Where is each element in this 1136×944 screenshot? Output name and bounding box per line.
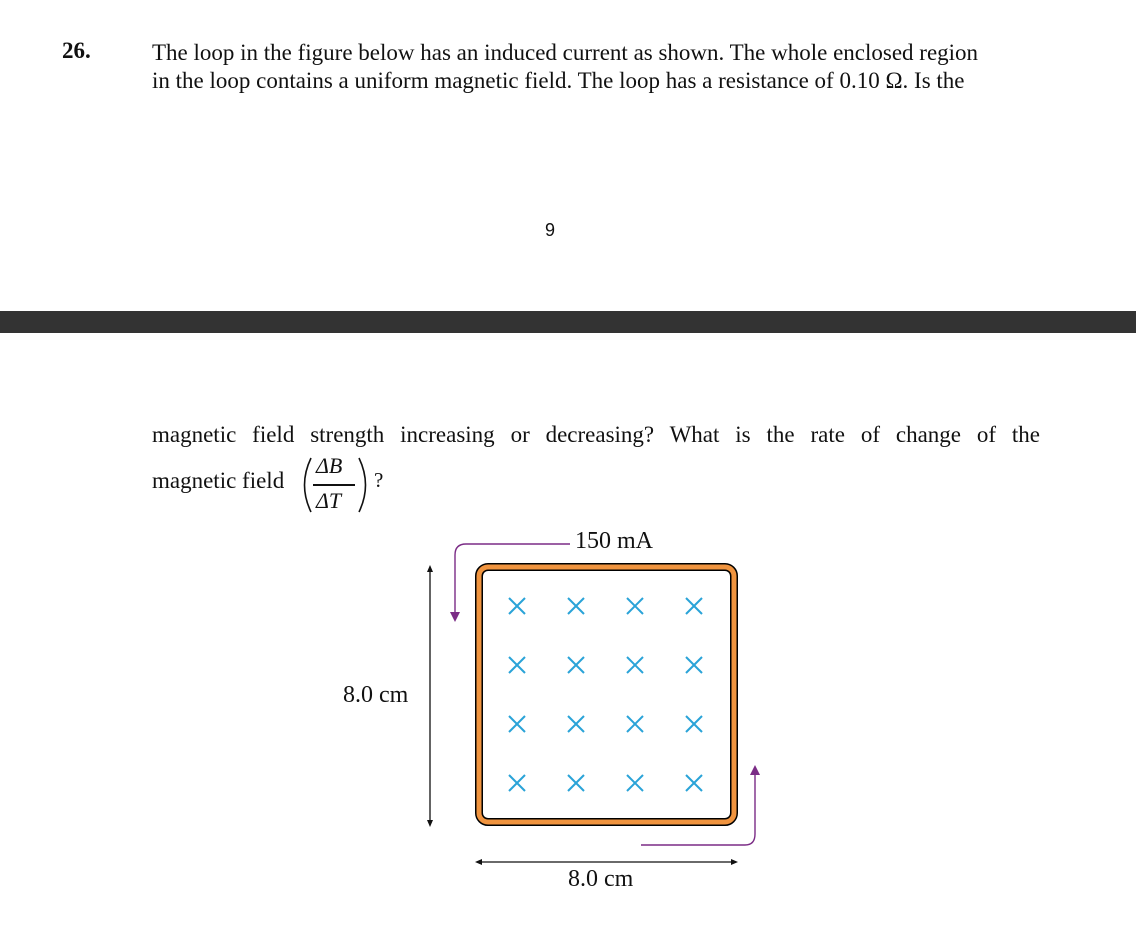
right-paren: [359, 458, 366, 512]
current-arrow-top: [450, 544, 570, 622]
question-line-2: in the loop contains a uniform magnetic field. The loop has a resistance of 0.10 Ω. Is the: [152, 68, 965, 93]
field-mark: [568, 775, 584, 791]
field-mark: [686, 598, 702, 614]
field-mark: [686, 775, 702, 791]
question-line-3: magnetic field strength increasing or decreasing? What is the rate of change of the: [152, 422, 1040, 447]
current-label: 150 mA: [575, 528, 653, 554]
question-line-1: The loop in the figure below has an induced current as shown. The whole enclosed region: [152, 40, 979, 65]
field-mark: [627, 657, 643, 673]
left-paren: [305, 458, 312, 512]
fraction-denominator: ΔT: [316, 488, 342, 513]
field-mark: [509, 657, 525, 673]
question-number: 26.: [62, 38, 91, 63]
field-mark: [686, 657, 702, 673]
field-mark: [568, 716, 584, 732]
question-mark: ?: [374, 468, 384, 492]
question-line-4-prefix: magnetic field: [152, 468, 285, 493]
field-mark: [627, 775, 643, 791]
field-mark: [509, 775, 525, 791]
width-label: 8.0 cm: [568, 866, 634, 892]
field-mark: [627, 598, 643, 614]
height-label: 8.0 cm: [343, 682, 409, 708]
field-mark: [509, 716, 525, 732]
field-mark: [686, 716, 702, 732]
field-mark: [627, 716, 643, 732]
field-mark: [509, 598, 525, 614]
field-mark: [568, 657, 584, 673]
fraction-numerator: ΔB: [316, 453, 343, 478]
magnetic-field-marks: [509, 598, 702, 791]
field-mark: [568, 598, 584, 614]
fraction-bar: [313, 484, 355, 486]
width-dimension-arrow: [475, 859, 738, 865]
height-dimension-arrow: [427, 565, 433, 827]
page-number: 9: [544, 220, 555, 240]
